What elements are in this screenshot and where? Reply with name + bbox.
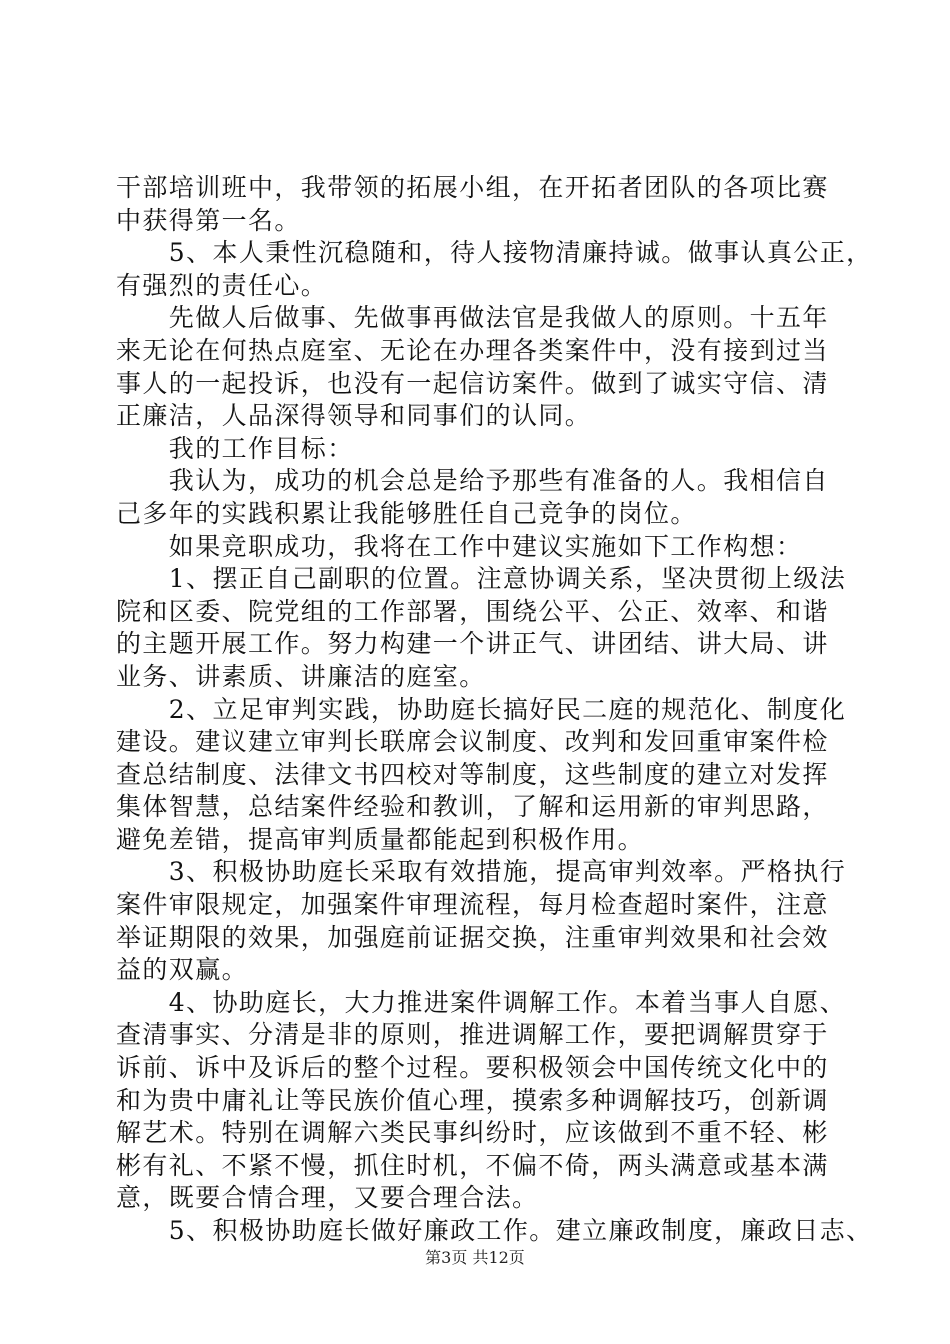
document-body: [116, 172, 873, 1248]
body-line: 的主题开展工作。努力构建一个讲正气、讲团结、讲大局、讲: [116, 629, 829, 659]
body-line: 集体智慧，总结案件经验和教训，了解和运用新的审判思路，: [116, 792, 829, 822]
body-line: 举证期限的效果，加强庭前证据交换，注重审判效果和社会效: [116, 922, 829, 952]
body-line: 我认为，成功的机会总是给予那些有准备的人。我相信自: [116, 466, 829, 496]
body-line: 有强烈的责任心。: [116, 270, 328, 300]
body-line: 中获得第一名。: [116, 205, 301, 235]
body-line: 如果竞职成功，我将在工作中建议实施如下工作构想：: [116, 531, 803, 561]
body-line: 彬有礼、不紧不慢，抓住时机，不偏不倚，两头满意或基本满: [116, 1150, 829, 1180]
body-line: 5、积极协助庭长做好廉政工作。建立廉政制度，廉政日志、: [116, 1216, 873, 1245]
body-line: 正廉洁，人品深得领导和同事们的认同。: [116, 401, 592, 431]
body-line: 和为贵中庸礼让等民族价值心理，摸索多种调解技巧，创新调: [116, 1085, 829, 1115]
body-line: 3、积极协助庭长采取有效措施，提高审判效率。严格执行: [116, 857, 847, 887]
body-line: 意，既要合情合理，又要合理合法。: [116, 1183, 539, 1213]
body-line: 查清事实、分清是非的原则，推进调解工作，要把调解贯穿于: [116, 1020, 829, 1050]
body-line: 1、摆正自己副职的位置。注意协调关系，坚决贯彻上级法: [116, 564, 847, 594]
body-line: 先做人后做事、先做事再做法官是我做人的原则。十五年: [116, 303, 829, 333]
body-line: 避免差错，提高审判质量都能起到积极作用。: [116, 824, 645, 854]
body-line: 来无论在何热点庭室、无论在办理各类案件中，没有接到过当: [116, 335, 829, 365]
body-line: 诉前、诉中及诉后的整个过程。要积极领会中国传统文化中的: [116, 1053, 829, 1083]
body-line: 5、本人秉性沉稳随和，待人接物清廉持诚。做事认真公正，: [116, 238, 873, 268]
body-line: 案件审限规定，加强案件审理流程，每月检查超时案件，注意: [116, 890, 829, 920]
body-line: 2、立足审判实践，协助庭长搞好民二庭的规范化、制度化: [116, 694, 847, 724]
body-line: 院和区委、院党组的工作部署，围绕公平、公正、效率、和谐: [116, 596, 829, 626]
body-line: 建设。建议建立审判长联席会议制度、改判和发回重审案件检: [116, 727, 829, 757]
body-line: 我的工作目标：: [116, 433, 354, 463]
body-line: 4、协助庭长，大力推进案件调解工作。本着当事人自愿、: [116, 987, 847, 1017]
page-number-footer: 第3页 共12页: [425, 1248, 525, 1267]
body-line: 益的双赢。: [116, 955, 249, 985]
body-line: 干部培训班中，我带领的拓展小组，在开拓者团队的各项比赛: [116, 173, 829, 202]
body-line: 己多年的实践积累让我能够胜任自己竞争的岗位。: [116, 498, 697, 528]
body-line: 解艺术。特别在调解六类民事纠纷时，应该做到不重不轻、彬: [116, 1118, 829, 1148]
body-line: 查总结制度、法律文书四校对等制度，这些制度的建立对发挥: [116, 759, 829, 789]
body-line: 业务、讲素质、讲廉洁的庭室。: [116, 661, 486, 691]
body-line: 事人的一起投诉，也没有一起信访案件。做到了诚实守信、清: [116, 368, 829, 398]
